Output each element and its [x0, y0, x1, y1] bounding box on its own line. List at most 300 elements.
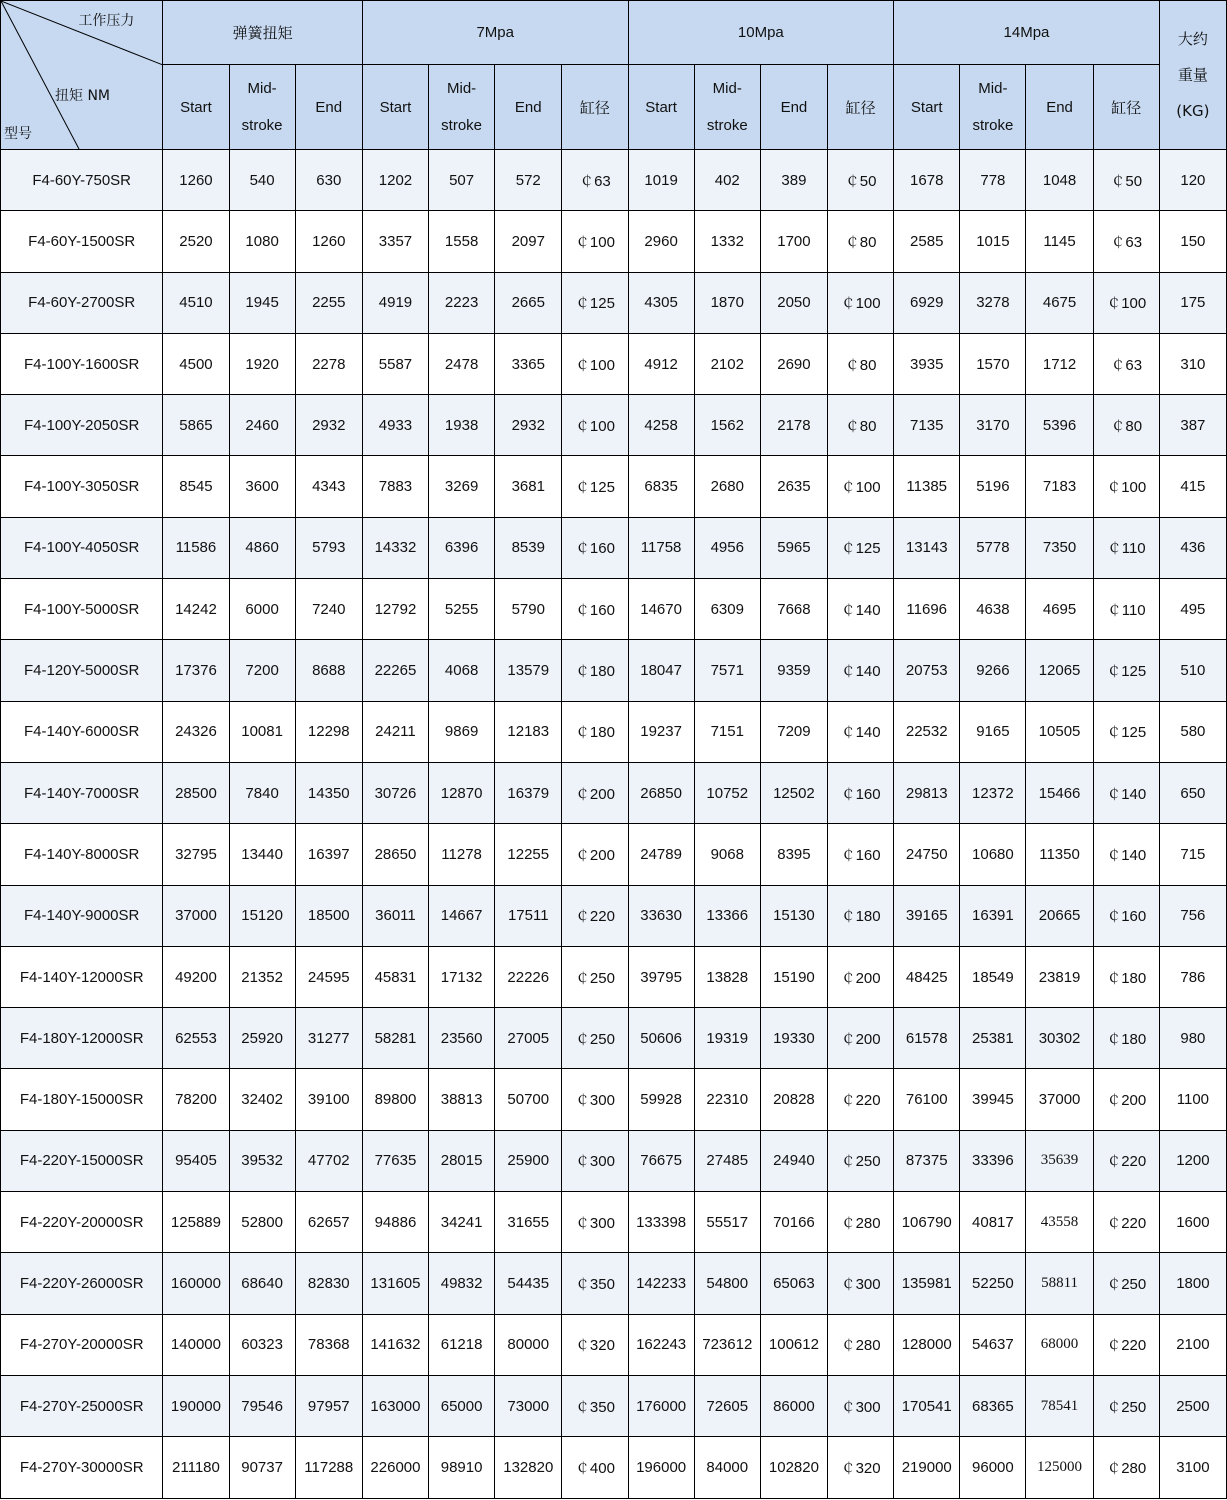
cell-spring-midstroke: 3600	[229, 456, 295, 517]
cell-7mpa-end: 13579	[495, 640, 562, 701]
cell-spring-start: 211180	[163, 1437, 229, 1498]
cell-model: F4-120Y-5000SR	[1, 640, 163, 701]
cell-weight: 175	[1159, 272, 1226, 333]
cell-14mpa-end: 68000	[1026, 1314, 1093, 1375]
table-row	[1, 701, 1227, 762]
table-header	[1, 1, 1227, 150]
cell-7mpa-midstroke: 98910	[429, 1437, 495, 1498]
cell-14mpa-bore: ￠110	[1093, 517, 1159, 578]
cell-weight: 2500	[1159, 1375, 1226, 1436]
subheader-bore-14mpa: 缸径	[1093, 65, 1159, 150]
cell-model: F4-100Y-3050SR	[1, 456, 163, 517]
cell-7mpa-end: 50700	[495, 1069, 562, 1130]
cell-7mpa-bore: ￠100	[562, 211, 628, 272]
cell-10mpa-start: 162243	[628, 1314, 694, 1375]
cell-10mpa-midstroke: 1870	[694, 272, 760, 333]
cell-spring-start: 49200	[163, 946, 229, 1007]
cell-spring-end: 62657	[295, 1192, 362, 1253]
cell-7mpa-start: 22265	[362, 640, 428, 701]
cell-10mpa-end: 2050	[760, 272, 827, 333]
cell-10mpa-end: 19330	[760, 1008, 827, 1069]
cell-7mpa-bore: ￠320	[562, 1314, 628, 1375]
cell-10mpa-bore: ￠80	[828, 395, 894, 456]
cell-weight: 310	[1159, 333, 1226, 394]
cell-14mpa-start: 24750	[894, 824, 960, 885]
cell-14mpa-start: 39165	[894, 885, 960, 946]
subheader-midstroke-line2: stroke	[441, 117, 483, 134]
table-body	[1, 150, 1227, 1499]
cell-7mpa-midstroke: 65000	[429, 1375, 495, 1436]
cell-spring-midstroke: 13440	[229, 824, 295, 885]
cell-spring-midstroke: 1080	[229, 211, 295, 272]
cell-14mpa-midstroke: 12372	[960, 762, 1026, 823]
cell-7mpa-midstroke: 9869	[429, 701, 495, 762]
cell-spring-midstroke: 52800	[229, 1192, 295, 1253]
cell-7mpa-start: 28650	[362, 824, 428, 885]
cell-7mpa-midstroke: 6396	[429, 517, 495, 578]
cell-14mpa-end: 1712	[1026, 333, 1093, 394]
cell-7mpa-midstroke: 2223	[429, 272, 495, 333]
cell-7mpa-midstroke: 4068	[429, 640, 495, 701]
cell-14mpa-start: 76100	[894, 1069, 960, 1130]
cell-14mpa-end: 78541	[1026, 1375, 1093, 1436]
cell-10mpa-midstroke: 1562	[694, 395, 760, 456]
cell-spring-midstroke: 60323	[229, 1314, 295, 1375]
cell-spring-start: 5865	[163, 395, 229, 456]
cell-spring-start: 140000	[163, 1314, 229, 1375]
cell-spring-midstroke: 21352	[229, 946, 295, 1007]
cell-10mpa-start: 196000	[628, 1437, 694, 1498]
cell-10mpa-start: 59928	[628, 1069, 694, 1130]
cell-14mpa-start: 29813	[894, 762, 960, 823]
cell-spring-start: 1260	[163, 150, 229, 211]
cell-7mpa-bore: ￠300	[562, 1130, 628, 1191]
cell-14mpa-bore: ￠220	[1093, 1130, 1159, 1191]
cell-10mpa-bore: ￠280	[828, 1314, 894, 1375]
subheader-midstroke-line1: Mid-	[247, 80, 277, 97]
cell-14mpa-end: 37000	[1026, 1069, 1093, 1130]
table-row	[1, 272, 1227, 333]
cell-10mpa-bore: ￠80	[828, 333, 894, 394]
cell-10mpa-end: 65063	[760, 1253, 827, 1314]
cell-spring-start: 17376	[163, 640, 229, 701]
cell-model: F4-140Y-12000SR	[1, 946, 163, 1007]
cell-spring-start: 190000	[163, 1375, 229, 1436]
cell-7mpa-end: 5790	[495, 579, 562, 640]
subheader-end-10mpa: End	[760, 65, 827, 150]
cell-14mpa-bore: ￠140	[1093, 762, 1159, 823]
cell-7mpa-start: 226000	[362, 1437, 428, 1498]
cell-14mpa-end: 4675	[1026, 272, 1093, 333]
cell-7mpa-end: 54435	[495, 1253, 562, 1314]
cell-7mpa-end: 132820	[495, 1437, 562, 1498]
cell-7mpa-end: 572	[495, 150, 562, 211]
cell-spring-midstroke: 4860	[229, 517, 295, 578]
cell-14mpa-midstroke: 68365	[960, 1375, 1026, 1436]
cell-14mpa-bore: ￠50	[1093, 150, 1159, 211]
cell-spring-end: 5793	[295, 517, 362, 578]
cell-14mpa-midstroke: 10680	[960, 824, 1026, 885]
cell-10mpa-midstroke: 723612	[694, 1314, 760, 1375]
cell-7mpa-start: 3357	[362, 211, 428, 272]
cell-14mpa-end: 7183	[1026, 456, 1093, 517]
cell-14mpa-midstroke: 5196	[960, 456, 1026, 517]
subheader-midstroke-spring	[229, 65, 295, 150]
cell-spring-end: 97957	[295, 1375, 362, 1436]
cell-14mpa-start: 20753	[894, 640, 960, 701]
cell-10mpa-start: 4305	[628, 272, 694, 333]
table-row	[1, 1253, 1227, 1314]
cell-10mpa-bore: ￠220	[828, 1069, 894, 1130]
cell-14mpa-bore: ￠100	[1093, 456, 1159, 517]
cell-10mpa-bore: ￠140	[828, 701, 894, 762]
table-row	[1, 395, 1227, 456]
cell-7mpa-midstroke: 14667	[429, 885, 495, 946]
cell-10mpa-midstroke: 1332	[694, 211, 760, 272]
cell-7mpa-bore: ￠125	[562, 272, 628, 333]
cell-spring-midstroke: 90737	[229, 1437, 295, 1498]
subheader-start-spring: Start	[163, 65, 229, 150]
cell-14mpa-midstroke: 1570	[960, 333, 1026, 394]
subheader-midstroke-line2: stroke	[241, 117, 283, 134]
subheader-midstroke-14mpa	[960, 65, 1026, 150]
cell-7mpa-midstroke: 5255	[429, 579, 495, 640]
table-row	[1, 824, 1227, 885]
cell-model: F4-140Y-7000SR	[1, 762, 163, 823]
cell-weight: 1100	[1159, 1069, 1226, 1130]
cell-model: F4-180Y-15000SR	[1, 1069, 163, 1130]
cell-spring-start: 28500	[163, 762, 229, 823]
cell-7mpa-end: 12183	[495, 701, 562, 762]
model-label: 型号	[4, 126, 32, 142]
cell-7mpa-start: 45831	[362, 946, 428, 1007]
table-row	[1, 211, 1227, 272]
cell-14mpa-end: 15466	[1026, 762, 1093, 823]
cell-10mpa-start: 18047	[628, 640, 694, 701]
cell-7mpa-end: 27005	[495, 1008, 562, 1069]
cell-7mpa-midstroke: 1938	[429, 395, 495, 456]
cell-spring-start: 4500	[163, 333, 229, 394]
cell-7mpa-end: 22226	[495, 946, 562, 1007]
cell-7mpa-bore: ￠180	[562, 701, 628, 762]
cell-spring-start: 24326	[163, 701, 229, 762]
working-pressure-label: 工作压力	[78, 13, 135, 29]
subheader-midstroke-7mpa	[429, 65, 495, 150]
cell-7mpa-start: 7883	[362, 456, 428, 517]
cell-spring-midstroke: 6000	[229, 579, 295, 640]
cell-14mpa-midstroke: 25381	[960, 1008, 1026, 1069]
cell-7mpa-bore: ￠400	[562, 1437, 628, 1498]
cell-14mpa-start: 48425	[894, 946, 960, 1007]
cell-model: F4-220Y-26000SR	[1, 1253, 163, 1314]
cell-spring-end: 18500	[295, 885, 362, 946]
cell-7mpa-midstroke: 17132	[429, 946, 495, 1007]
cell-10mpa-bore: ￠200	[828, 1008, 894, 1069]
subheader-bore-10mpa: 缸径	[828, 65, 894, 150]
cell-weight: 1600	[1159, 1192, 1226, 1253]
cell-14mpa-midstroke: 33396	[960, 1130, 1026, 1191]
cell-14mpa-midstroke: 9266	[960, 640, 1026, 701]
cell-10mpa-start: 6835	[628, 456, 694, 517]
cell-14mpa-end: 1048	[1026, 150, 1093, 211]
cell-10mpa-start: 133398	[628, 1192, 694, 1253]
cell-10mpa-start: 11758	[628, 517, 694, 578]
cell-10mpa-start: 2960	[628, 211, 694, 272]
cell-weight: 387	[1159, 395, 1226, 456]
cell-7mpa-end: 8539	[495, 517, 562, 578]
cell-14mpa-start: 2585	[894, 211, 960, 272]
cell-7mpa-midstroke: 38813	[429, 1069, 495, 1130]
cell-weight: 2100	[1159, 1314, 1226, 1375]
subheader-midstroke-line1: Mid-	[978, 80, 1008, 97]
group-14mpa: 14Mpa	[894, 1, 1160, 65]
group-7mpa: 7Mpa	[362, 1, 628, 65]
cell-model: F4-140Y-6000SR	[1, 701, 163, 762]
cell-spring-end: 31277	[295, 1008, 362, 1069]
cell-model: F4-100Y-5000SR	[1, 579, 163, 640]
cell-spring-end: 7240	[295, 579, 362, 640]
cell-7mpa-midstroke: 61218	[429, 1314, 495, 1375]
cell-10mpa-end: 24940	[760, 1130, 827, 1191]
group-spring-torque: 弹簧扭矩	[163, 1, 363, 65]
cell-14mpa-start: 6929	[894, 272, 960, 333]
cell-spring-start: 37000	[163, 885, 229, 946]
cell-weight: 980	[1159, 1008, 1226, 1069]
cell-14mpa-bore: ￠250	[1093, 1253, 1159, 1314]
cell-10mpa-start: 50606	[628, 1008, 694, 1069]
weight-header-line3: (KG)	[1176, 102, 1210, 120]
cell-10mpa-start: 39795	[628, 946, 694, 1007]
cell-14mpa-start: 128000	[894, 1314, 960, 1375]
cell-model: F4-270Y-25000SR	[1, 1375, 163, 1436]
cell-7mpa-end: 2932	[495, 395, 562, 456]
cell-14mpa-midstroke: 40817	[960, 1192, 1026, 1253]
cell-10mpa-bore: ￠200	[828, 946, 894, 1007]
cell-spring-end: 117288	[295, 1437, 362, 1498]
cell-10mpa-end: 7668	[760, 579, 827, 640]
cell-spring-end: 630	[295, 150, 362, 211]
cell-weight: 715	[1159, 824, 1226, 885]
cell-7mpa-end: 2665	[495, 272, 562, 333]
cell-14mpa-start: 170541	[894, 1375, 960, 1436]
cell-7mpa-start: 163000	[362, 1375, 428, 1436]
table-row	[1, 640, 1227, 701]
cell-10mpa-midstroke: 22310	[694, 1069, 760, 1130]
cell-14mpa-end: 23819	[1026, 946, 1093, 1007]
cell-7mpa-midstroke: 2478	[429, 333, 495, 394]
cell-model: F4-220Y-20000SR	[1, 1192, 163, 1253]
cell-7mpa-midstroke: 23560	[429, 1008, 495, 1069]
cell-14mpa-start: 3935	[894, 333, 960, 394]
cell-model: F4-140Y-8000SR	[1, 824, 163, 885]
cell-7mpa-midstroke: 11278	[429, 824, 495, 885]
cell-spring-end: 2932	[295, 395, 362, 456]
cell-7mpa-end: 16379	[495, 762, 562, 823]
cell-spring-midstroke: 32402	[229, 1069, 295, 1130]
cell-14mpa-bore: ￠100	[1093, 272, 1159, 333]
cell-14mpa-end: 20665	[1026, 885, 1093, 946]
cell-7mpa-end: 2097	[495, 211, 562, 272]
cell-7mpa-end: 25900	[495, 1130, 562, 1191]
cell-7mpa-midstroke: 34241	[429, 1192, 495, 1253]
cell-10mpa-bore: ￠280	[828, 1192, 894, 1253]
cell-7mpa-midstroke: 12870	[429, 762, 495, 823]
cell-7mpa-midstroke: 3269	[429, 456, 495, 517]
cell-7mpa-start: 4919	[362, 272, 428, 333]
cell-spring-end: 2278	[295, 333, 362, 394]
cell-14mpa-bore: ￠110	[1093, 579, 1159, 640]
cell-7mpa-start: 24211	[362, 701, 428, 762]
cell-7mpa-bore: ￠200	[562, 762, 628, 823]
cell-14mpa-end: 10505	[1026, 701, 1093, 762]
cell-7mpa-bore: ￠63	[562, 150, 628, 211]
subheader-start-7mpa: Start	[362, 65, 428, 150]
cell-10mpa-midstroke: 6309	[694, 579, 760, 640]
cell-14mpa-bore: ￠125	[1093, 701, 1159, 762]
cell-10mpa-end: 1700	[760, 211, 827, 272]
subheader-end-14mpa: End	[1026, 65, 1093, 150]
cell-14mpa-end: 5396	[1026, 395, 1093, 456]
subheader-midstroke-line2: stroke	[706, 117, 748, 134]
cell-14mpa-end: 12065	[1026, 640, 1093, 701]
cell-7mpa-start: 14332	[362, 517, 428, 578]
cell-14mpa-end: 7350	[1026, 517, 1093, 578]
cell-10mpa-bore: ￠100	[828, 272, 894, 333]
cell-spring-end: 82830	[295, 1253, 362, 1314]
cell-7mpa-start: 94886	[362, 1192, 428, 1253]
cell-model: F4-270Y-30000SR	[1, 1437, 163, 1498]
cell-14mpa-end: 11350	[1026, 824, 1093, 885]
cell-14mpa-midstroke: 3278	[960, 272, 1026, 333]
cell-7mpa-end: 3681	[495, 456, 562, 517]
table-row	[1, 885, 1227, 946]
cell-14mpa-start: 61578	[894, 1008, 960, 1069]
cell-10mpa-end: 7209	[760, 701, 827, 762]
cell-7mpa-start: 141632	[362, 1314, 428, 1375]
cell-weight: 510	[1159, 640, 1226, 701]
cell-spring-start: 125889	[163, 1192, 229, 1253]
cell-model: F4-220Y-15000SR	[1, 1130, 163, 1191]
cell-10mpa-midstroke: 13828	[694, 946, 760, 1007]
cell-10mpa-end: 2690	[760, 333, 827, 394]
table-row	[1, 150, 1227, 211]
cell-7mpa-end: 80000	[495, 1314, 562, 1375]
cell-7mpa-bore: ￠200	[562, 824, 628, 885]
subheader-start-10mpa: Start	[628, 65, 694, 150]
cell-7mpa-start: 36011	[362, 885, 428, 946]
cell-7mpa-end: 73000	[495, 1375, 562, 1436]
cell-spring-start: 95405	[163, 1130, 229, 1191]
cell-spring-midstroke: 1920	[229, 333, 295, 394]
cell-14mpa-end: 1145	[1026, 211, 1093, 272]
cell-14mpa-midstroke: 5778	[960, 517, 1026, 578]
cell-14mpa-midstroke: 16391	[960, 885, 1026, 946]
subheader-midstroke-10mpa	[694, 65, 760, 150]
cell-spring-end: 1260	[295, 211, 362, 272]
cell-weight: 150	[1159, 211, 1226, 272]
cell-spring-midstroke: 540	[229, 150, 295, 211]
cell-spring-start: 14242	[163, 579, 229, 640]
cell-14mpa-bore: ￠63	[1093, 333, 1159, 394]
cell-10mpa-end: 15190	[760, 946, 827, 1007]
cell-weight: 1800	[1159, 1253, 1226, 1314]
cell-weight: 120	[1159, 150, 1226, 211]
cell-7mpa-bore: ￠220	[562, 885, 628, 946]
torque-unit-label: 扭矩 NM	[55, 88, 111, 104]
cell-7mpa-midstroke: 28015	[429, 1130, 495, 1191]
cell-7mpa-bore: ￠250	[562, 1008, 628, 1069]
table-row	[1, 1008, 1227, 1069]
cell-14mpa-bore: ￠140	[1093, 824, 1159, 885]
cell-weight: 756	[1159, 885, 1226, 946]
cell-spring-end: 4343	[295, 456, 362, 517]
cell-weight: 3100	[1159, 1437, 1226, 1498]
cell-10mpa-start: 4912	[628, 333, 694, 394]
cell-14mpa-end: 43558	[1026, 1192, 1093, 1253]
cell-spring-start: 160000	[163, 1253, 229, 1314]
cell-7mpa-bore: ￠300	[562, 1192, 628, 1253]
cell-7mpa-start: 30726	[362, 762, 428, 823]
cell-14mpa-midstroke: 3170	[960, 395, 1026, 456]
cell-spring-midstroke: 68640	[229, 1253, 295, 1314]
cell-10mpa-midstroke: 84000	[694, 1437, 760, 1498]
cell-14mpa-end: 30302	[1026, 1008, 1093, 1069]
cell-10mpa-midstroke: 27485	[694, 1130, 760, 1191]
cell-10mpa-end: 9359	[760, 640, 827, 701]
cell-10mpa-start: 19237	[628, 701, 694, 762]
cell-10mpa-midstroke: 72605	[694, 1375, 760, 1436]
cell-spring-end: 8688	[295, 640, 362, 701]
cell-10mpa-start: 4258	[628, 395, 694, 456]
cell-spring-midstroke: 7200	[229, 640, 295, 701]
cell-weight: 650	[1159, 762, 1226, 823]
weight-header-line1: 大约	[1177, 30, 1208, 48]
cell-14mpa-bore: ￠200	[1093, 1069, 1159, 1130]
cell-7mpa-bore: ￠100	[562, 333, 628, 394]
cell-7mpa-end: 3365	[495, 333, 562, 394]
cell-10mpa-bore: ￠320	[828, 1437, 894, 1498]
cell-10mpa-end: 2635	[760, 456, 827, 517]
cell-spring-midstroke: 10081	[229, 701, 295, 762]
cell-10mpa-midstroke: 402	[694, 150, 760, 211]
corner-cell	[1, 1, 163, 150]
cell-10mpa-end: 5965	[760, 517, 827, 578]
cell-7mpa-midstroke: 49832	[429, 1253, 495, 1314]
cell-10mpa-bore: ￠300	[828, 1253, 894, 1314]
subheader-midstroke-line1: Mid-	[447, 80, 477, 97]
cell-7mpa-midstroke: 1558	[429, 211, 495, 272]
cell-10mpa-bore: ￠125	[828, 517, 894, 578]
cell-10mpa-midstroke: 7151	[694, 701, 760, 762]
cell-14mpa-midstroke: 4638	[960, 579, 1026, 640]
cell-7mpa-start: 4933	[362, 395, 428, 456]
table-row	[1, 456, 1227, 517]
cell-7mpa-start: 1202	[362, 150, 428, 211]
cell-10mpa-midstroke: 2680	[694, 456, 760, 517]
cell-7mpa-bore: ￠125	[562, 456, 628, 517]
cell-spring-midstroke: 2460	[229, 395, 295, 456]
cell-spring-end: 24595	[295, 946, 362, 1007]
cell-weight: 1200	[1159, 1130, 1226, 1191]
cell-10mpa-midstroke: 19319	[694, 1008, 760, 1069]
cell-10mpa-bore: ￠300	[828, 1375, 894, 1436]
cell-spring-start: 32795	[163, 824, 229, 885]
cell-7mpa-bore: ￠100	[562, 395, 628, 456]
cell-7mpa-end: 17511	[495, 885, 562, 946]
cell-spring-start: 11586	[163, 517, 229, 578]
cell-10mpa-end: 12502	[760, 762, 827, 823]
cell-10mpa-end: 15130	[760, 885, 827, 946]
